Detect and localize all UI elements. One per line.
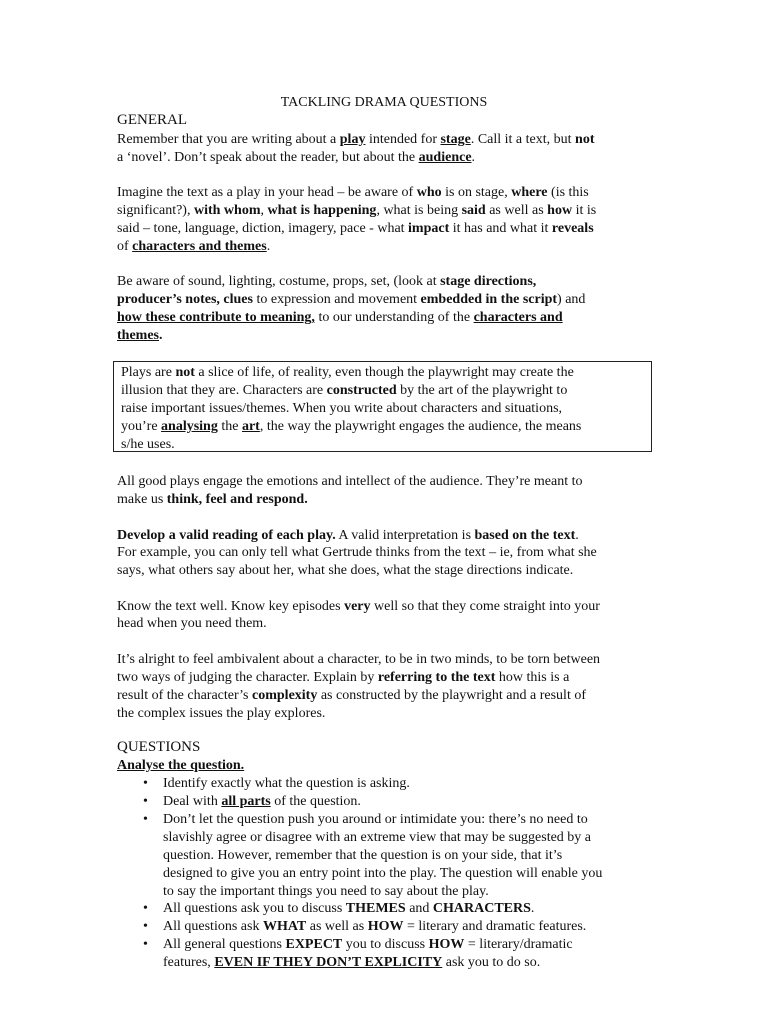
text-run: and	[405, 901, 433, 916]
text-line	[117, 291, 585, 308]
text-run: stage directions,	[440, 274, 537, 289]
text-run: Deal with	[163, 794, 222, 809]
text-run: it has and what it	[449, 221, 552, 236]
text-line	[117, 273, 536, 290]
text-run: question. However, remember that the question is on your side, that it’s	[163, 848, 563, 863]
text-run: THEMES	[345, 901, 406, 916]
text-run: Know the text well. Know key episodes	[117, 599, 345, 614]
bullet-marker: •	[143, 812, 148, 827]
bullet-marker: •	[143, 901, 148, 916]
text-run: Remember that you are writing about a	[117, 132, 340, 147]
text-run: , the way the playwright engages the audience, the means	[259, 419, 582, 434]
text-run: ) and	[557, 292, 586, 307]
bullet-marker: •	[143, 776, 148, 791]
text-line	[121, 418, 581, 435]
text-run: stage	[440, 132, 471, 147]
text-run: All questions ask	[163, 919, 263, 934]
text-run: All good plays engage the emotions and intellect of the audience. They’re meant to	[117, 474, 583, 489]
text-run: to expression and movement	[252, 292, 421, 307]
text-run: as well as	[485, 203, 548, 218]
text-run: Imagine the text as a play in your head – be aware of	[117, 185, 417, 200]
text-line	[163, 865, 602, 882]
text-line	[163, 793, 361, 810]
text-run: For example, you can only tell what Gertrude thinks from the text – ie, from what she	[117, 545, 597, 560]
text-run: (is this	[547, 185, 589, 200]
text-run: how these contribute to meaning,	[117, 310, 315, 325]
text-run: s/he uses.	[121, 437, 175, 452]
text-run: as constructed by the playwright and a result of	[317, 688, 586, 703]
text-run: impact	[408, 221, 450, 236]
text-run: is on stage,	[441, 185, 512, 200]
text-run: with whom	[193, 203, 261, 218]
text-run: where	[511, 185, 548, 200]
text-line	[117, 651, 600, 668]
text-run: Be aware of sound, lighting, costume, props, set, (look at	[117, 274, 441, 289]
text-line	[117, 598, 600, 615]
text-line	[121, 364, 574, 381]
text-run: said – tone, language, diction, imagery, pace - what	[117, 221, 409, 236]
text-line	[117, 491, 308, 508]
text-line	[117, 149, 475, 166]
text-run: All questions ask you to discuss	[163, 901, 346, 916]
text-run: designed to give you an entry point into the play. The question will enable you	[163, 866, 603, 881]
text-run: Analyse the question.	[117, 758, 245, 773]
text-run: to say the important things you need to say about the play.	[163, 884, 489, 899]
text-run: analysing	[161, 419, 218, 434]
text-run: how this is a	[495, 670, 570, 685]
text-line	[163, 811, 588, 828]
text-run: by the art of the playwright to	[396, 383, 568, 398]
text-run: intended for	[365, 132, 441, 147]
text-run: you to discuss	[342, 937, 429, 952]
text-run: CHARACTERS	[432, 901, 531, 916]
text-run: result of the character’s	[117, 688, 253, 703]
text-run: raise important issues/themes. When you write about characters and situations,	[121, 401, 563, 416]
text-run: head when you need them.	[117, 616, 267, 631]
text-run: audience	[418, 150, 472, 165]
text-run: , what is being	[376, 203, 462, 218]
text-line	[163, 847, 562, 864]
text-run: .	[471, 150, 476, 165]
text-run: said	[461, 203, 486, 218]
text-run: of	[117, 239, 133, 254]
text-line	[117, 615, 267, 632]
document-title: TACKLING DRAMA QUESTIONS	[280, 95, 488, 110]
text-run: how	[547, 203, 573, 218]
text-line	[117, 309, 563, 326]
text-run: art	[241, 419, 260, 434]
text-line	[163, 775, 410, 792]
text-line	[121, 436, 175, 453]
text-line	[163, 883, 489, 900]
text-line	[117, 527, 579, 544]
text-run: .	[575, 528, 579, 543]
text-run: play	[339, 132, 366, 147]
text-line	[117, 687, 586, 704]
text-run: slavishly agree or disagree with an extreme view that may be suggested by a	[163, 830, 592, 845]
bullet-marker: •	[143, 919, 148, 934]
text-line	[117, 202, 596, 219]
text-run: a slice of life, of reality, even though the playwright may create the	[194, 365, 574, 380]
text-line	[163, 954, 540, 971]
text-run: Develop a valid reading of each play.	[117, 528, 336, 543]
text-run: Don’t let the question push you around or intimidate you: there’s no need to	[163, 812, 588, 827]
text-run: not	[175, 365, 195, 380]
text-run: make us	[117, 492, 167, 507]
text-run: themes	[117, 328, 159, 343]
text-line	[117, 220, 594, 237]
text-line	[163, 936, 573, 953]
text-run: characters and themes	[132, 239, 267, 254]
text-run: of the question.	[270, 794, 361, 809]
text-line	[117, 473, 582, 490]
text-run: features,	[163, 955, 215, 970]
text-line	[117, 327, 163, 344]
text-run: two ways of judging the character. Explain by	[117, 670, 378, 685]
text-run: what is happening	[267, 203, 377, 218]
text-line	[117, 544, 597, 561]
text-line	[121, 382, 567, 399]
text-run: a ‘novel’. Don’t speak about the reader, but about the	[117, 150, 419, 165]
text-run: as well as	[306, 919, 368, 934]
text-run: It’s alright to feel ambivalent about a character, to be in two minds, to be torn between	[117, 652, 601, 667]
text-run: EVEN IF THEY DON’T EXPLICITY	[214, 955, 443, 970]
analyse-subheading	[117, 757, 244, 774]
text-run: WHAT	[262, 919, 307, 934]
general-heading: GENERAL	[117, 112, 187, 128]
text-line	[117, 184, 589, 201]
text-run: A valid interpretation is	[335, 528, 475, 543]
text-run: .	[159, 328, 163, 343]
text-run: to our understanding of the	[314, 310, 474, 325]
text-run: complexity	[252, 688, 318, 703]
bullet-marker: •	[143, 794, 148, 809]
text-line	[163, 918, 586, 935]
text-line	[117, 562, 573, 579]
text-run: the complex issues the play explores.	[117, 706, 326, 721]
bullet-marker: •	[143, 937, 148, 952]
text-run: .	[530, 901, 535, 916]
text-run: significant?),	[117, 203, 194, 218]
text-run: ask you to do so.	[442, 955, 541, 970]
text-run: all parts	[221, 794, 271, 809]
text-line	[117, 131, 594, 148]
text-run: well so that they come straight into your	[370, 599, 600, 614]
text-run: who	[416, 185, 442, 200]
text-line	[163, 900, 534, 917]
text-run: .	[266, 239, 271, 254]
text-run: embedded in the script	[420, 292, 558, 307]
text-run: constructed	[326, 383, 397, 398]
text-run: referring to the text	[377, 670, 496, 685]
text-line	[163, 829, 591, 846]
text-run: characters and	[473, 310, 563, 325]
text-run: reveals	[551, 221, 594, 236]
text-run: the	[217, 419, 242, 434]
text-run: All general questions	[163, 937, 286, 952]
text-line	[117, 669, 569, 686]
text-line	[117, 705, 325, 722]
text-run: HOW	[428, 937, 465, 952]
text-run: very	[344, 599, 371, 614]
text-run: you’re	[121, 419, 162, 434]
text-run: not	[575, 132, 595, 147]
text-run: based on the text	[474, 528, 576, 543]
text-run: illusion that they are. Characters are	[121, 383, 327, 398]
questions-heading: QUESTIONS	[117, 739, 201, 755]
text-run: = literary/dramatic	[464, 937, 573, 952]
text-run: = literary and dramatic features.	[403, 919, 587, 934]
text-run: ,	[260, 203, 268, 218]
text-run: think, feel and respond.	[166, 492, 308, 507]
text-line	[121, 400, 562, 417]
text-run: says, what others say about her, what she does, what the stage directions indicate.	[117, 563, 574, 578]
text-run: producer’s notes, clues	[117, 292, 253, 307]
text-run: Identify exactly what the question is asking.	[163, 776, 410, 791]
text-run: EXPECT	[285, 937, 343, 952]
text-run: HOW	[367, 919, 404, 934]
text-line	[117, 238, 270, 255]
text-run: Plays are	[121, 365, 176, 380]
text-run: . Call it a text, but	[470, 132, 576, 147]
text-run: it is	[572, 203, 597, 218]
